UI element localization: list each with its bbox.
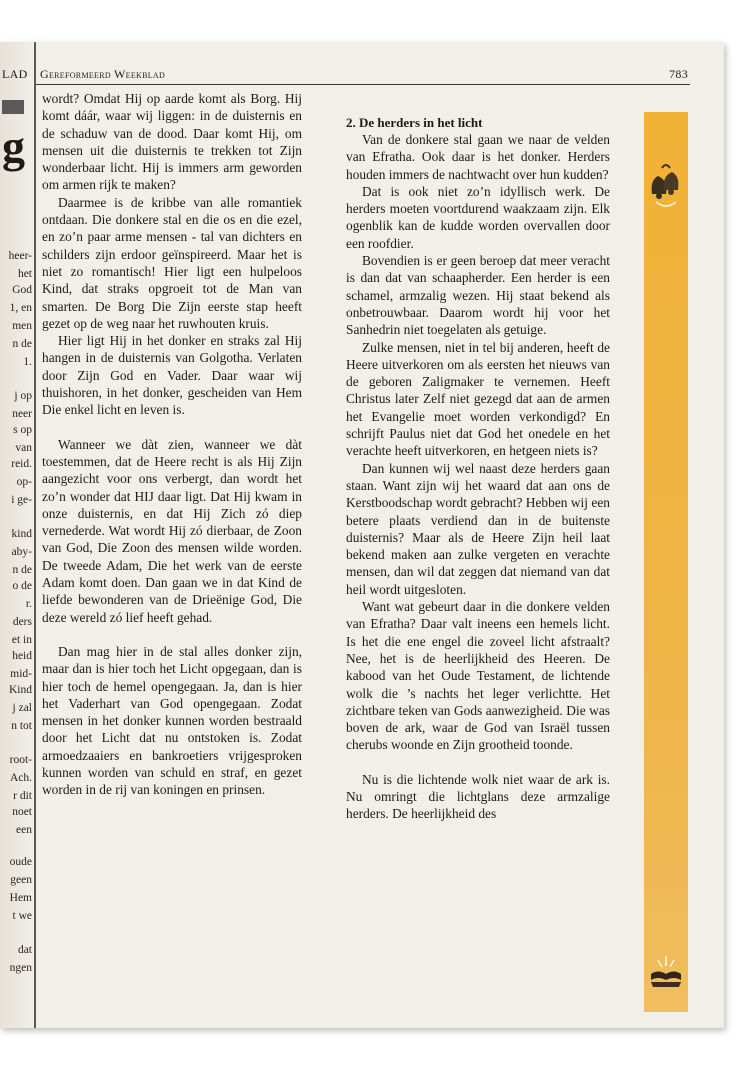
margin-fragment-line: n de — [12, 338, 32, 350]
margin-fragment-line: God — [12, 284, 32, 296]
margin-fragment-line: s op — [13, 424, 32, 436]
margin-fragment-line: van — [15, 442, 32, 454]
paragraph: Dan mag hier in de stal alles donker zijn, maar dan is hier toch het Licht opgegaan, dan is hier toch de hemel opengegaan. Ja, dan is hier het Vaderhart van God opengegaan. Zodat mensen in het donker kunnen worden bestraald door het Licht dat nu ontstoken is. Zodat armoedzaaiers en bankroetiers vrijgesproken kunnen worden van schuld en straf, en gezet worden in de rij van koningen en prinsen. — [42, 643, 302, 798]
margin-fragment-line: Hem — [9, 892, 32, 904]
paragraph: Nu is die lichtende wolk niet waar de ark is. Nu omringt die lichtglans deze armzalige herders. De heerlijkheid des — [346, 771, 610, 822]
text-column-right — [346, 114, 610, 823]
previous-page-margin — [0, 42, 36, 1028]
margin-fragment-line: mid- — [10, 668, 32, 680]
margin-fragment-line: neer — [12, 408, 32, 420]
open-bible-icon — [648, 952, 684, 992]
margin-fragment-line: et in — [11, 634, 32, 646]
publication-title: Gereformeerd Weekblad — [40, 67, 166, 81]
paragraph: Wanneer we dàt zien, wanneer we dàt toestemmen, dat de Heere recht is als Hij Zijn aangezicht voor ons verbergt, dan wordt het zo’n wonder dat HIJ daar ligt. Dat Hij kwam in onze duisternis, en dat Hij Zich zó diep vernederde. Wat wordt Hij zó dierbaar, de Zoon van God, Die Zoon des mensen wilde worden. De tweede Adam, Die het werk van de eerste Adam komt doen. Dan gaan we in dat Kind de liefde bewonderen van de Drieënige God, Die deze wereld zó lief heeft gehad. — [42, 436, 302, 625]
paragraph: Dan kunnen wij wel naast deze herders gaan staan. Want zijn wij het waard dat aan ons de Kerstboodschap wordt gebracht? Hebben wij een betere plaats verdiend dan in de buitenste duisternis? Maar als de Heere Zijn heil laat bekend maken aan zulke vergeten en verachte mensen, dan wil dat zeggen dat niemand van dat heil wordt uitgesloten. — [346, 460, 610, 597]
margin-fragment-line: j op — [14, 390, 32, 402]
section-heading: 2. De herders in het licht — [346, 115, 483, 130]
margin-fragment-line: ngen — [9, 962, 32, 974]
margin-fragment-line: dat — [17, 944, 32, 956]
margin-fragment-line: n de — [12, 564, 32, 576]
paragraph: Want wat gebeurt daar in die donkere velden van Efratha? Daar valt ineens een hemels licht. Is het die ene engel die zoveel licht afstraalt? Nee, het is de heerlijkheid des Heeren. De kabood van het Oude Testament, de lichtende wolk die ’s nachts het leger verlichtte. Het zichtbare teken van Gods aanwezigheid. Die was boven de ark, waar de God van Israël tussen cherubs woonde en Zijn grootheid toonde. — [346, 599, 610, 753]
margin-fragment-line: o de — [12, 580, 32, 592]
running-header — [2, 64, 690, 85]
margin-fragment-line: men — [12, 320, 32, 332]
margin-fragment-line: het — [17, 268, 32, 280]
margin-fragment-line: n tot — [11, 720, 32, 732]
paragraph: Hier ligt Hij in het donker en straks zal Hij hangen in de duisternis van Golgotha. Verlaten door Zijn God en Vader. Daar waar wij thuishoren, in het donker, gescheiden van Hem Die enkel licht en leven is. — [42, 333, 302, 418]
margin-fragment-line: op- — [16, 476, 32, 488]
margin-fragment-line: heer- — [8, 250, 32, 262]
margin-dark-bar — [2, 100, 24, 114]
margin-fragment-line: t we — [12, 910, 32, 922]
margin-fragment-line: i ge- — [11, 494, 32, 506]
paragraph: wordt? Omdat Hij op aarde komt als Borg. Hij komt dáár, waar wij liggen: in de duisternis en de schaduw van de dood. Daar komt Hij, om mensen uit die duisternis te trekken tot Zijn wonderbaar licht. Hij is immers arm geworden om armen rijk te maken? — [42, 91, 302, 193]
decorative-side-band — [644, 112, 688, 1012]
margin-fragment-line: 1, en — [9, 302, 32, 314]
margin-fragment-line: root- — [9, 754, 32, 766]
margin-fragment-line: aby- — [11, 546, 32, 558]
margin-big-letter: g — [2, 121, 25, 172]
margin-fragment-line: geen — [10, 874, 32, 886]
paragraph: Bovendien is er geen beroep dat meer veracht is dan dat van schaapherder. Een herder is een schamel, armzalig wezen. Hij staat bekend als onbetrouwbaar. Daarom wordt hij voor het Sanhedrin niet toegelaten als getuige. — [346, 253, 610, 338]
margin-fragment-line: Kind — [9, 684, 32, 696]
margin-fragment-line: oude — [9, 856, 32, 868]
margin-fragment-line: r. — [25, 598, 32, 610]
paragraph: Dat is ook niet zo’n idyllisch werk. De herders moeten voortdurend waakzaam zijn. Elk ogenblik kan de kudde worden overvallen door een roofdier. — [346, 183, 610, 251]
margin-fragment-line: heid — [12, 650, 32, 662]
header-left-fragment: LAD — [2, 67, 28, 81]
margin-fragment-line: kind — [11, 528, 32, 540]
bells-icon — [648, 162, 684, 212]
margin-fragment-line: ders — [12, 616, 32, 628]
margin-fragment-line: j zal — [12, 702, 32, 714]
margin-fragment-line: een — [16, 824, 32, 836]
margin-fragment-line: r dit — [13, 790, 32, 802]
margin-fragment-line: 1. — [23, 356, 32, 368]
magazine-page — [0, 42, 724, 1028]
paragraph: Zulke mensen, niet in tel bij anderen, heeft de Heere uitverkoren om als eersten het nieuws van de geboren Zaligmaker te vernemen. Heeft Christus later Zelf niet gezegd dat aan de armen het Evangelie moet worden verkondigd? En schrijft Paulus niet dat God het onedele en het verachte heeft uitverkoren, en hetgeen niets is? — [346, 339, 610, 459]
margin-fragment-line: Ach. — [9, 772, 32, 784]
margin-fragment-line: reid. — [11, 458, 32, 470]
text-column-left — [42, 90, 302, 799]
paragraph: Van de donkere stal gaan we naar de velden van Efratha. Ook daar is het donker. Herders houden immers de nachtwacht over hun kudden? — [346, 132, 610, 182]
margin-fragment-line: noet — [12, 806, 32, 818]
paragraph: Daarmee is de kribbe van alle romantiek ontdaan. Die donkere stal en die os en die ezel, en zo’n paar arme mensen - tal van dichters en schilders zijn erdoor geïnspireerd. Maar het is niet zo romantisch! Hier ligt een hulpeloos Kind, dat straks opgroeit tot de Man van smarten. De Borg Die Zijn eerste stap heeft gezet op de weg naar het ruwhouten kruis. — [42, 194, 302, 331]
page-number: 783 — [669, 67, 688, 81]
